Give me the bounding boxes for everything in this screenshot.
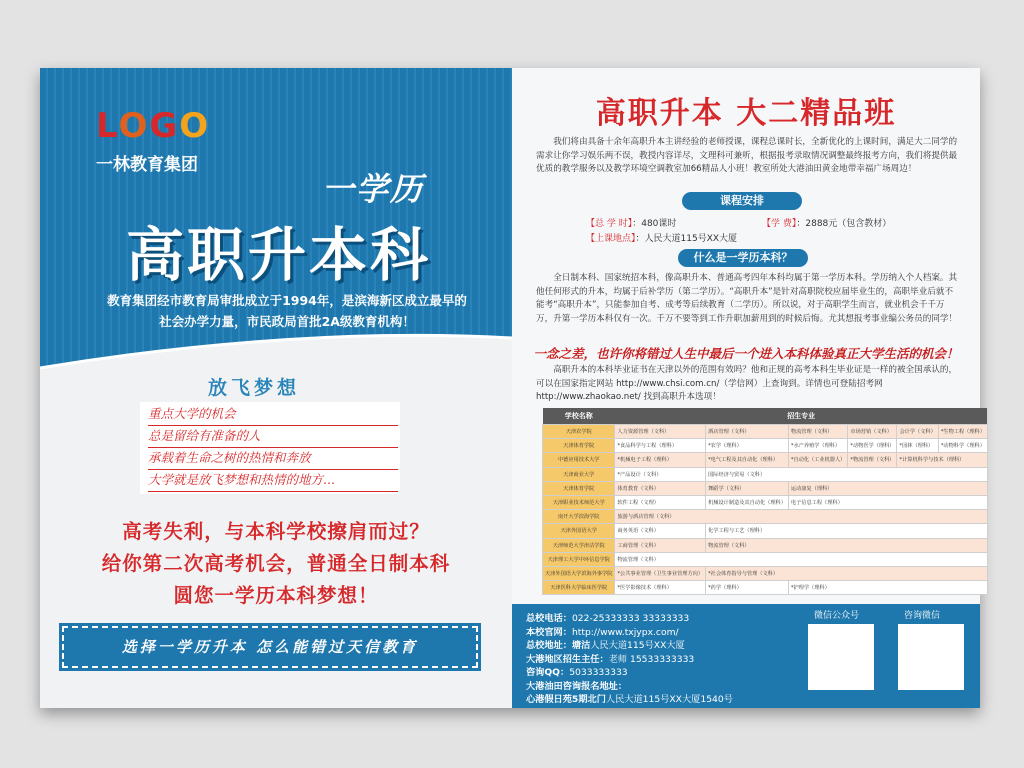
contact-line bbox=[526, 678, 627, 692]
subtitle-yixueli: 一学历 bbox=[322, 170, 425, 208]
table-header-school: 学校名称 bbox=[543, 408, 615, 425]
what-pill: 什么是一学历本科？ bbox=[678, 249, 808, 267]
school-cell: 南开大学滨海学院 bbox=[543, 510, 615, 524]
table-row bbox=[543, 552, 988, 566]
school-cell: 天津理工大学中环信息学院 bbox=[543, 552, 615, 566]
intro-line: 社会办学力量，市民政局首批2A级教育机构！ bbox=[159, 314, 415, 329]
table-row bbox=[543, 425, 988, 439]
fee-label: 【学 费】 bbox=[762, 219, 797, 229]
major-cell: *机械电子工程（理科） bbox=[615, 453, 706, 467]
major-cell: *园林（理科） bbox=[897, 439, 938, 453]
contact-label: 本校官网： bbox=[526, 626, 572, 638]
dream-line: 重点大学的机会 bbox=[148, 404, 398, 426]
major-cell: *动物科学（理科） bbox=[938, 439, 987, 453]
major-cell: 国际经济与贸易（文科） bbox=[706, 467, 988, 481]
school-cell: 天津师范大学津沽学院 bbox=[543, 538, 615, 552]
major-cell: *护理学（理科） bbox=[788, 581, 987, 595]
school-cell: 天津外国语大学 bbox=[543, 524, 615, 538]
contact-line bbox=[526, 691, 733, 705]
table-row bbox=[543, 566, 988, 580]
contact-value: 老师 15533333333 bbox=[608, 653, 695, 665]
course-intro: 我们将由具备十余年高职升本主讲经验的老师授课，课程总课时长，全新优化的上课时间，满足大二同学的需求让你学习娱乐两不误，教授内容详尽，文理科可兼听，根据报考录取情况调整最终报考方向，我们将提供最优质的教学服务以及教学环境空调教室加66精品人小班！教室所处大港油田黄金地带幸福广场周边！ bbox=[536, 137, 958, 174]
table-body bbox=[543, 425, 988, 595]
major-cell: *公共事业管理（卫生事业管理方向） bbox=[615, 566, 706, 580]
major-cell: *电气工程及其自动化（理科） bbox=[706, 453, 789, 467]
schedule-location bbox=[586, 231, 737, 244]
contact-line bbox=[526, 624, 679, 638]
school-cell: 中德应用技术大学 bbox=[543, 453, 615, 467]
major-cell: 人力资源管理（文科） bbox=[615, 425, 706, 439]
table-row bbox=[543, 439, 988, 453]
school-cell: 天津职业技术师范大学 bbox=[543, 495, 615, 509]
major-cell: 软件工程（文理） bbox=[615, 495, 706, 509]
schedule-fee bbox=[762, 216, 891, 229]
qr1-label: 微信公众号 bbox=[814, 611, 860, 621]
intro-line: 教育集团经市教育局审批成立于1994年，是滨海新区成立最早的 bbox=[107, 293, 467, 308]
table-row bbox=[543, 495, 988, 509]
contact-value: 人民大道115号XX大厦 bbox=[590, 640, 685, 651]
bottom-banner: 选择一学历升本 怎么能错过天信教育 bbox=[62, 626, 478, 668]
main-title: 高职升本科 bbox=[126, 221, 432, 289]
major-cell: *食品科学与工程（理科） bbox=[615, 439, 706, 453]
table-row bbox=[543, 538, 988, 552]
group-name: 一林教育集团 bbox=[96, 155, 198, 175]
logo: LOGO bbox=[96, 106, 211, 146]
wechat-official-qr bbox=[808, 624, 874, 690]
slogan-line: 高考失利，与本科学校擦肩而过？ bbox=[122, 520, 430, 543]
major-cell: *产品设计（文科） bbox=[615, 467, 706, 481]
cert-text: 高职升本的本科毕业证书在天津以外的范围有效吗？他和正规的高考本科生毕业证是一样的被全国承认的，可以在国家指定网站 http://www.chsi.com.cn/（学信网）上查询到。详情也可登陆招考网 http://www.zhaokao.net/ 找到高职升本选项！ bbox=[536, 365, 958, 402]
school-cell: 天津外国语大学滨海外事学院 bbox=[543, 566, 615, 580]
major-cell: *物流管理（文科） bbox=[848, 453, 897, 467]
contact-label: 咨询QQ： bbox=[526, 667, 570, 678]
slogan-line: 圆您一学历本科梦想！ bbox=[173, 584, 379, 607]
major-cell: 舞蹈学（文科） bbox=[706, 481, 789, 495]
major-cell: 体育教育（文科） bbox=[615, 481, 706, 495]
contact-line bbox=[526, 651, 694, 665]
school-cell: 天津体育学院 bbox=[543, 481, 615, 495]
schedule-hours bbox=[586, 216, 676, 229]
major-cell: *药学（理科） bbox=[706, 581, 789, 595]
major-cell: *农学（理科） bbox=[706, 439, 789, 453]
contact-label: 心港假日苑5期北门 bbox=[526, 694, 606, 705]
contact-value: 5033333333 bbox=[569, 667, 628, 678]
location-value: ：人民大道115号XX大厦 bbox=[635, 234, 738, 244]
contact-label: 总校电话： bbox=[526, 613, 572, 624]
contact-value: http://www.txjypx.com/ bbox=[571, 626, 679, 638]
major-cell: 运动康复（理科） bbox=[788, 481, 987, 495]
table-row bbox=[543, 510, 988, 524]
location-label: 【上课地点】 bbox=[586, 234, 636, 244]
school-cell: 天津农学院 bbox=[543, 425, 615, 439]
schedule-pill: 课程安排 bbox=[682, 192, 802, 210]
contact-line bbox=[526, 664, 628, 678]
hours-label: 【总 学 时】 bbox=[586, 219, 633, 229]
major-cell: *自动化（工业机器人） bbox=[788, 453, 847, 467]
dream-line: 总是留给有准备的人 bbox=[148, 426, 398, 448]
right-title: 高职升本 大二精品班 bbox=[595, 96, 897, 131]
major-cell: 机械设计制造及其自动化（理科） bbox=[706, 495, 789, 509]
slogan-line: 给你第二次高考机会，普通全日制本科 bbox=[101, 552, 451, 575]
contact-label: 大港地区招生主任： bbox=[526, 653, 609, 665]
contact-value: 022-25333333 33333333 bbox=[571, 613, 690, 624]
major-cell: 物流管理（文科） bbox=[615, 552, 987, 566]
qr2-label: 咨询微信 bbox=[904, 611, 941, 621]
table-row bbox=[543, 481, 988, 495]
contact-value: 人民大道115号XX大厦1540号 bbox=[605, 694, 733, 705]
major-cell: 商务英语（文科） bbox=[615, 524, 706, 538]
major-cell: 工商管理（文科） bbox=[615, 538, 706, 552]
major-cell: *计算机科学与技术（理科） bbox=[897, 453, 987, 467]
flyer bbox=[40, 68, 985, 708]
major-cell: 物流管理（文科） bbox=[788, 425, 847, 439]
hours-value: ：480课时 bbox=[632, 219, 677, 229]
admission-table bbox=[542, 408, 988, 595]
table-row bbox=[543, 524, 988, 538]
school-cell: 天津医科大学临床医学院 bbox=[543, 581, 615, 595]
major-cell: 市场营销（文科） bbox=[848, 425, 897, 439]
dream-line: 承载着生命之树的热情和奔放 bbox=[148, 448, 398, 470]
table-row bbox=[543, 467, 988, 481]
major-cell: 电子信息工程（理科） bbox=[788, 495, 987, 509]
consult-wechat-qr bbox=[898, 624, 964, 690]
major-cell: *医学影像技术（理科） bbox=[615, 581, 706, 595]
dream-title: 放飞梦想 bbox=[208, 377, 301, 399]
major-cell: *动物医学（理科） bbox=[848, 439, 897, 453]
what-text: 全日制本科、国家统招本科，像高职升本、普通高考四年本科均属于第一学历本科。学历纳入个人档案。其他任何形式的升本，均属于后补学历（第二学历）。“高职升本”是针对高职院校应届毕业生的，高职毕业后就不能考“高职升本”，只能参加自考、成考等后续教育（二学历）。所以说，对于高职学生而言，就业机会千千万万，升第一学历本科仅有一次。千万不要等到工作升职加薪用到的时候后悔。尤其想报考事业编公务员的同学！ bbox=[536, 273, 958, 324]
table-row bbox=[543, 581, 988, 595]
intro-text bbox=[92, 290, 482, 332]
contact-label: 大港油田咨询报名地址： bbox=[526, 680, 628, 692]
right-panel bbox=[512, 68, 985, 708]
major-cell: *社会体育指导与管理（文科） bbox=[706, 566, 988, 580]
major-cell: 酒店管理（文科） bbox=[706, 425, 789, 439]
contact-section bbox=[512, 604, 980, 708]
contact-line bbox=[526, 637, 685, 651]
red-slogan: 一念之差，也许你将错过人生中最后一个进入本科体验真正大学生活的机会！ bbox=[533, 346, 959, 361]
major-cell: *生物工程（理科） bbox=[938, 425, 987, 439]
table-header-majors: 招生专业 bbox=[615, 408, 987, 425]
major-cell: 会计学（文科） bbox=[897, 425, 938, 439]
school-cell: 天津体育学院 bbox=[543, 439, 615, 453]
left-panel bbox=[40, 68, 512, 708]
contact-label: 总校地址：塘沽 bbox=[526, 640, 591, 651]
dream-line: 大学就是放飞梦想和热情的地方... bbox=[148, 470, 398, 492]
major-cell: *水产养殖学（理科） bbox=[788, 439, 847, 453]
major-cell: 旅游与酒店管理（文科） bbox=[615, 510, 987, 524]
table-row bbox=[543, 453, 988, 467]
major-cell: 化学工程与工艺（理科） bbox=[706, 524, 988, 538]
fee-value: ：2888元（包含教材） bbox=[796, 219, 892, 229]
school-cell: 天津商业大学 bbox=[543, 467, 615, 481]
major-cell: 物流管理（文科） bbox=[706, 538, 988, 552]
contact-line bbox=[526, 610, 689, 624]
